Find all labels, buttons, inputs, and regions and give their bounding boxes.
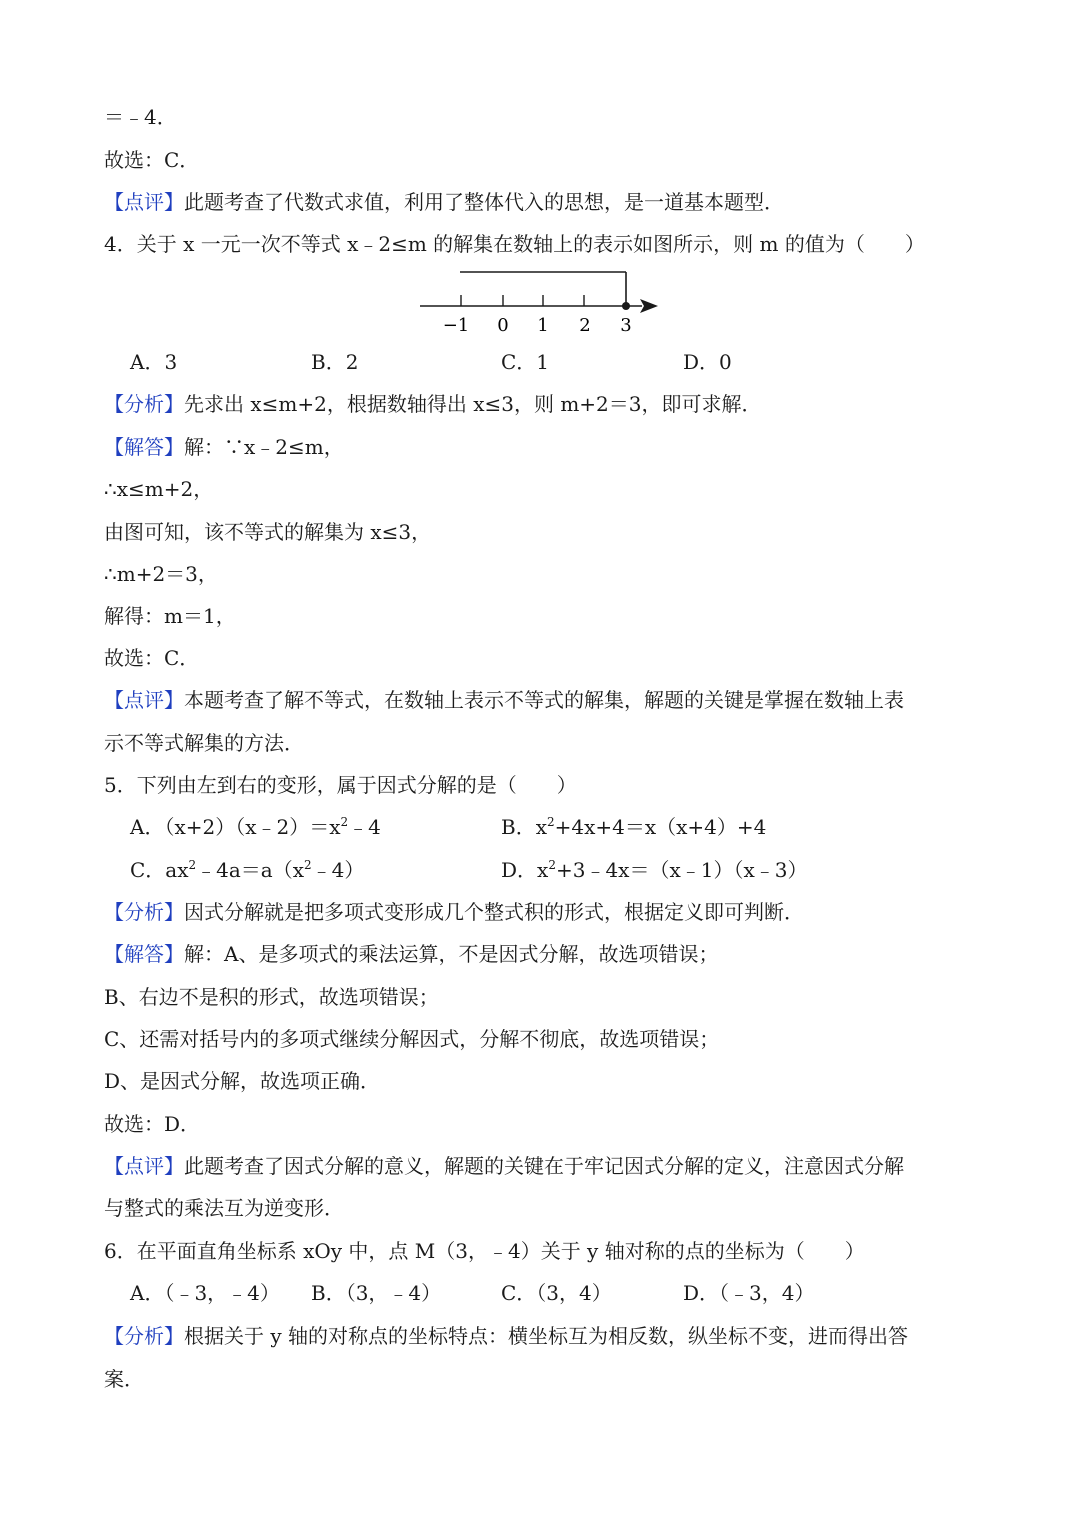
option-b: B．（3，﹣4） [311,1281,442,1305]
option-c [130,855,364,885]
analysis-text: 先求出 x≤m+2，根据数轴得出 x≤3，则 m+2＝3，即可求解． [184,392,762,416]
solution-tag: 【解答】 [104,942,184,966]
line-choice: 故选：C． [104,148,200,172]
question-6: 6．在平面直角坐标系 xOy 中，点 M（3，﹣4）关于 y 轴对称的点的坐标为（ ） [104,1239,865,1263]
comment-text: 此题考查了代数式求值，利用了整体代入的思想，是一道基本题型． [184,190,784,214]
option-d: D．0 [683,350,732,374]
option-text: D．x [501,858,549,882]
analysis-continuation: 案． [104,1367,144,1391]
tick-label: 0 [497,315,509,336]
comment-tag: 【点评】 [104,1154,184,1178]
analysis-paragraph [104,1321,908,1351]
comment-tag: 【点评】 [104,688,184,712]
solution-paragraph [104,432,344,462]
tick-label: 2 [579,315,591,336]
option-b [501,812,766,842]
solution-step: B、右边不是积的形式，故选项错误； [104,985,439,1009]
solution-step: C、还需对括号内的多项式继续分解因式，分解不彻底，故选项错误； [104,1027,720,1051]
axis-arrow [640,299,658,313]
solution-tag: 【解答】 [104,435,184,459]
comment-paragraph [104,187,784,217]
option-text: C．ax [130,858,189,882]
question-5: 5．下列由左到右的变形，属于因式分解的是（ ） [104,773,577,797]
solution-step: ∴m+2＝3， [104,562,218,586]
option-text: +3﹣4x＝（x﹣1）（x﹣3） [555,858,808,882]
solution-paragraph [104,939,718,969]
analysis-tag: 【分析】 [104,1324,184,1348]
superscript: 2 [340,815,349,829]
comment-paragraph [104,1151,904,1181]
option-b: B．2 [311,350,359,374]
endpoint-dot [622,302,630,310]
tick-label: 1 [537,315,549,336]
analysis-text: 因式分解就是把多项式变形成几个整式积的形式，根据定义即可判断． [184,900,804,924]
option-text: ﹣4） [311,858,365,882]
analysis-text: 根据关于 y 轴的对称点的坐标特点：横坐标互为相反数，纵坐标不变，进而得出答 [184,1324,909,1348]
analysis-tag: 【分析】 [104,392,184,416]
solution-text: 解：A、是多项式的乘法运算，不是因式分解，故选项错误； [184,942,719,966]
option-a: A．3 [130,350,178,374]
solution-step: 解得：m＝1， [104,604,236,628]
comment-continuation: 与整式的乘法互为逆变形． [104,1196,344,1220]
solution-step: ∴x≤m+2， [104,477,214,501]
solution-step: 由图可知，该不等式的解集为 x≤3， [104,520,432,544]
option-text: ﹣4 [348,815,381,839]
tick-label: 3 [620,315,632,336]
superscript: 2 [546,815,555,829]
comment-paragraph [104,685,904,715]
analysis-paragraph [104,897,804,927]
option-d: D．（﹣3，4） [683,1281,815,1305]
solution-step: 故选：C． [104,646,200,670]
solution-text: 解：∵x﹣2≤m， [184,435,344,459]
option-text: +4x+4＝x（x+4）+4 [554,815,767,839]
option-text: A．（x+2）（x﹣2）＝x [130,815,341,839]
tick-label: −1 [442,315,470,336]
option-text: ﹣4a＝a（x [196,858,305,882]
solution-step: D、是因式分解，故选项正确． [104,1069,381,1093]
option-a [130,812,381,842]
line-result: ＝﹣4． [104,105,177,129]
solution-step: 故选：D． [104,1112,201,1136]
superscript: 2 [188,858,197,872]
option-c: C．（3，4） [501,1281,612,1305]
comment-continuation: 示不等式解集的方法． [104,731,304,755]
number-line-figure [418,268,668,340]
superscript: 2 [304,858,312,872]
option-c: C．1 [501,350,550,374]
option-text: B．x [501,815,547,839]
comment-tag: 【点评】 [104,190,184,214]
analysis-paragraph [104,389,762,419]
comment-text: 本题考查了解不等式，在数轴上表示不等式的解集，解题的关键是掌握在数轴上表 [184,688,904,712]
comment-text: 此题考查了因式分解的意义，解题的关键在于牢记因式分解的定义，注意因式分解 [184,1154,904,1178]
superscript: 2 [548,858,556,872]
option-a: A．（﹣3，﹣4） [130,1281,280,1305]
analysis-tag: 【分析】 [104,900,184,924]
question-4: 4．关于 x 一元一次不等式 x﹣2≤m 的解集在数轴上的表示如图所示，则 m 的值为（ ） [104,232,925,256]
option-d [501,855,807,885]
